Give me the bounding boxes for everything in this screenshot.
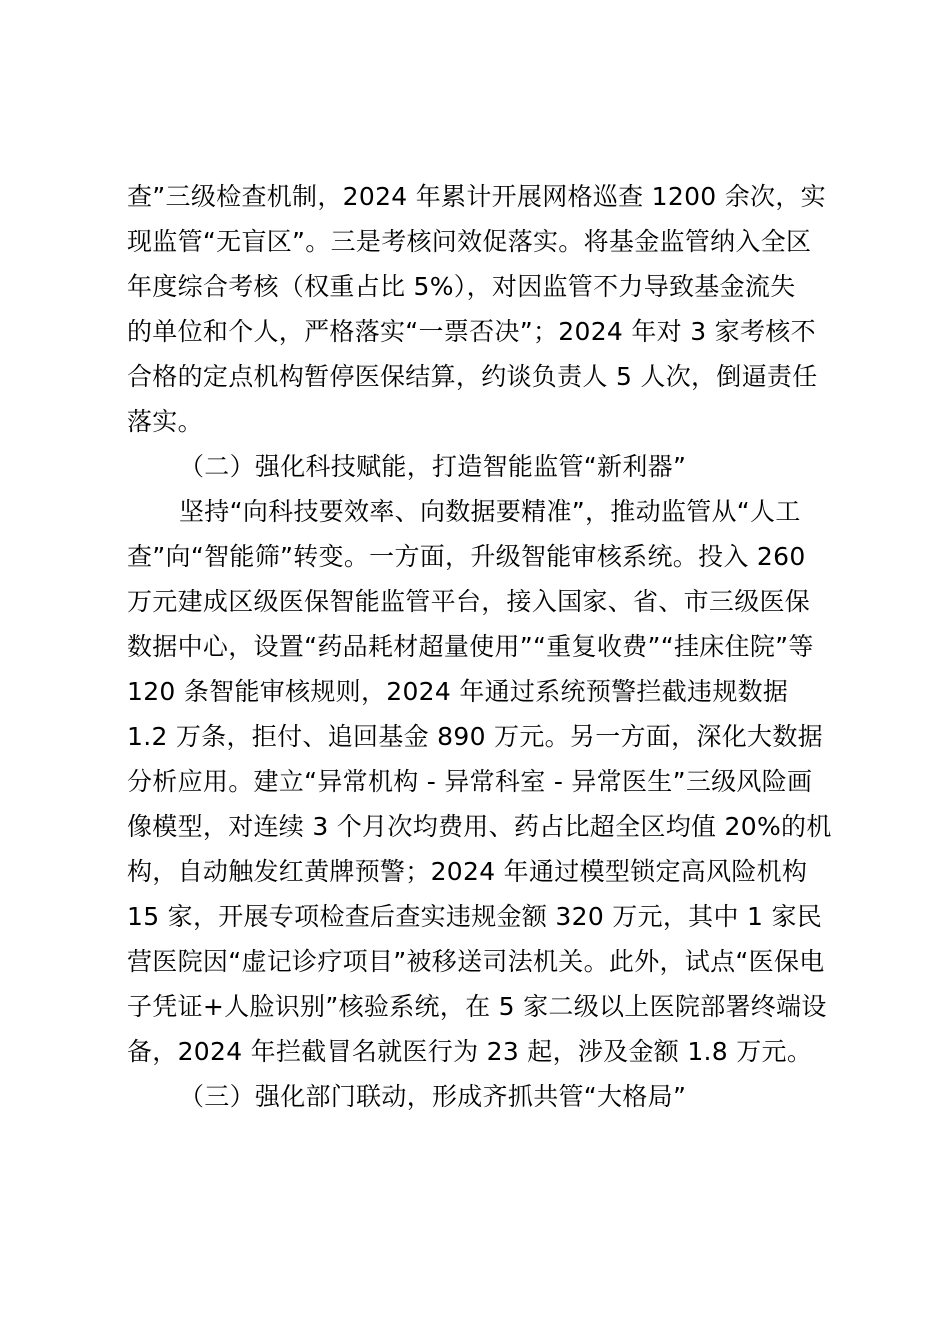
paragraph-line: 营医院因“虚记诊疗项目”被移送司法机关。此外，试点“医保电 [127, 947, 825, 976]
paragraph-line: 像模型，对连续 3 个月次均费用、药占比超全区均值 20%的机 [127, 812, 832, 841]
paragraph-line: 1.2 万条，拒付、追回基金 890 万元。另一方面，深化大数据 [127, 722, 823, 751]
paragraph-line: 的单位和个人，严格落实“一票否决”；2024 年对 3 家考核不 [127, 317, 816, 346]
paragraph-line: 构，自动触发红黄牌预警；2024 年通过模型锁定高风险机构 [127, 857, 808, 886]
paragraph-line: 查”向“智能筛”转变。一方面，升级智能审核系统。投入 260 [127, 542, 806, 571]
paragraph-line: 120 条智能审核规则，2024 年通过系统预警拦截违规数据 [127, 677, 789, 706]
paragraph-line: 查”三级检查机制，2024 年累计开展网格巡查 1200 余次，实 [127, 182, 826, 211]
section-heading: （三）强化部门联动，形成齐抓共管“大格局” [179, 1082, 687, 1111]
paragraph-line: 坚持“向科技要效率、向数据要精准”，推动监管从“人工 [179, 497, 801, 526]
paragraph-line: 年度综合考核（权重占比 5%），对因监管不力导致基金流失 [127, 272, 796, 301]
paragraph-line: 子凭证+人脸识别”核验系统，在 5 家二级以上医院部署终端设 [127, 992, 827, 1021]
paragraph-line: 现监管“无盲区”。三是考核问效促落实。将基金监管纳入全区 [127, 227, 812, 256]
paragraph-line: 备，2024 年拦截冒名就医行为 23 起，涉及金额 1.8 万元。 [127, 1037, 813, 1066]
paragraph-line: 万元建成区级医保智能监管平台，接入国家、省、市三级医保 [127, 587, 811, 616]
paragraph-line: 数据中心，设置“药品耗材超量使用”“重复收费”“挂床住院”等 [127, 632, 814, 661]
section-heading: （二）强化科技赋能，打造智能监管“新利器” [179, 452, 687, 481]
paragraph-line: 落实。 [127, 407, 203, 436]
paragraph-line: 分析应用。建立“异常机构 - 异常科室 - 异常医生”三级风险画 [127, 767, 813, 796]
paragraph-line: 合格的定点机构暂停医保结算，约谈负责人 5 人次，倒逼责任 [127, 362, 818, 391]
document-body [127, 174, 831, 1119]
paragraph-line: 15 家，开展专项检查后查实违规金额 320 万元，其中 1 家民 [127, 902, 823, 931]
